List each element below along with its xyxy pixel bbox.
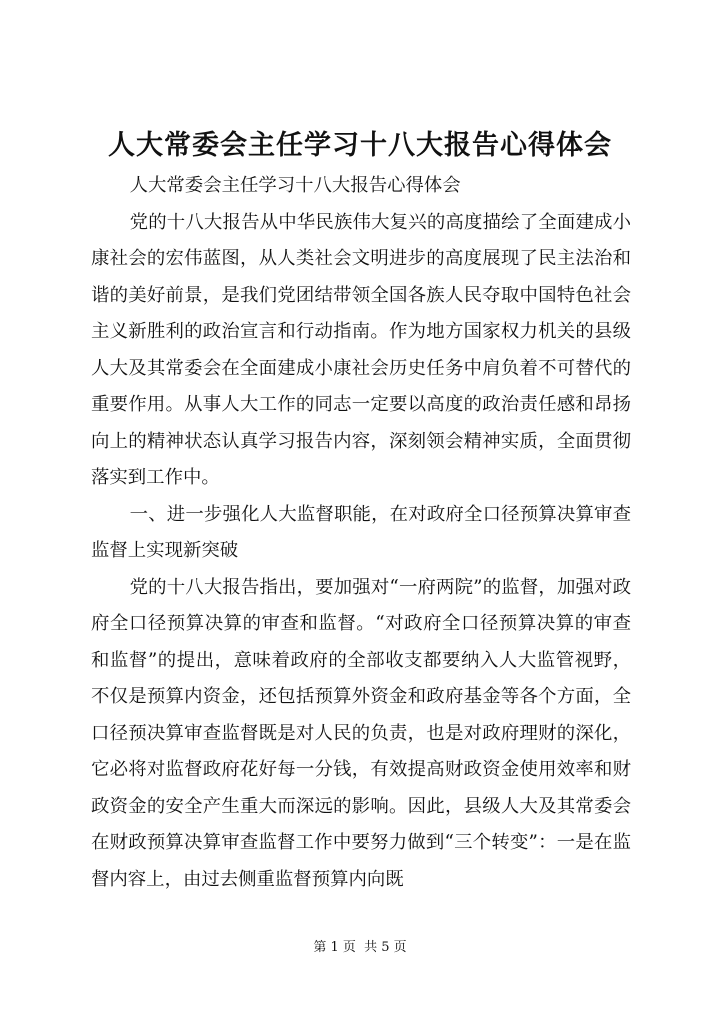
subtitle-paragraph: 人大常委会主任学习十八大报告心得体会 xyxy=(129,175,461,196)
body-paragraph: 党的十八大报告指出，要加强对“一府两院”的监督，加强对政府全口径预算决算的审查和监督。“对政府全口径预算决算的审查和监督”的提出，意味着政府的全部收支都要纳入人大监管视野，不仅是预算内资金，还包括预算外资金和政府基金等各个方面，全口径预决算审查监督既是对人民的负责，也是对政府理财的深化，它必将对监督政府花好每一分钱，有效提高财政资金使用效率和财政资金的安全产生重大而深远的影响。因此，县级人大及其常委会在财政预算决算审查监督工作中要努力做到“三个转变”：一是在监督内容上，由过去侧重监督预算内向既 xyxy=(91,576,631,890)
document-title: 人大常委会主任学习十八大报告心得体会 xyxy=(108,130,612,161)
page-footer xyxy=(0,938,720,958)
section-heading-paragraph: 一、进一步强化人大监督职能，在对政府全口径预算决算审查监督上实现新突破 xyxy=(91,503,631,561)
page-number-label: 第 1 页 共 5 页 xyxy=(313,940,407,955)
document-body xyxy=(91,168,631,898)
body-paragraph: 党的十八大报告从中华民族伟大复兴的高度描绘了全面建成小康社会的宏伟蓝图，从人类社会文明进步的高度展现了民主法治和谐的美好前景，是我们党团结带领全国各族人民夺取中国特色社会主义新胜利的政治宣言和行动指南。作为地方国家权力机关的县级人大及其常委会在全面建成小康社会历史任务中肩负着不可替代的重要作用。从事人大工作的同志一定要以高度的政治责任感和昂扬向上的精神状态认真学习报告内容，深刻领会精神实质，全面贯彻落实到工作中。 xyxy=(91,211,631,488)
